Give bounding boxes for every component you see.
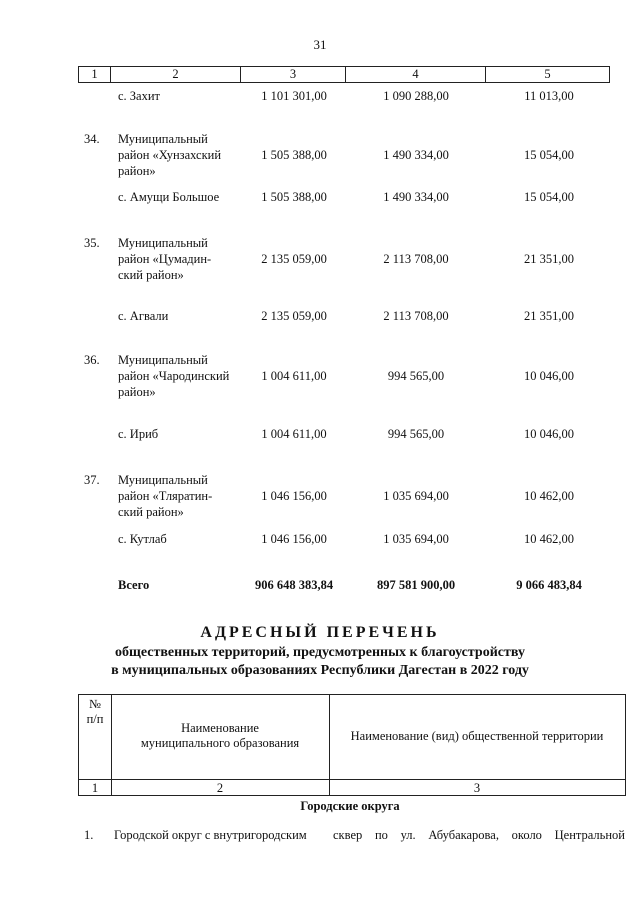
header-col-2: 2 xyxy=(111,67,241,82)
row-number: 34. xyxy=(84,132,100,146)
list-title: АДРЕСНЫЙ ПЕРЕЧЕНЬ xyxy=(200,624,440,641)
header-col-5: 5 xyxy=(544,67,551,81)
item-territory: сквер по ул. Абубакарова, около Центральной xyxy=(333,828,625,842)
section-title: Городские округа xyxy=(300,799,400,813)
total-c5: 9 066 483,84 xyxy=(516,578,582,592)
total-c3: 906 648 383,84 xyxy=(254,578,334,592)
row-name: Муниципальный район «Тляратин- ский район» xyxy=(118,473,213,519)
col3-number: 3 xyxy=(473,781,481,795)
row-c4: 1 490 334,00 xyxy=(383,190,449,204)
row-c3: 1 101 301,00 xyxy=(261,89,327,103)
row-name: с. Захит xyxy=(118,89,161,103)
row-c5: 21 351,00 xyxy=(524,252,574,266)
col3-header: Наименование (вид) общественной территории xyxy=(350,729,604,743)
item-municipality: Городской округ с внутригородским xyxy=(114,828,307,842)
total-c4: 897 581 900,00 xyxy=(376,578,456,592)
row-c3: 2 135 059,00 xyxy=(261,252,327,266)
row-name: Муниципальный район «Чародинский район» xyxy=(118,353,230,399)
row-name: с. Ириб xyxy=(118,427,159,441)
row-c3: 2 135 059,00 xyxy=(261,309,327,323)
row-c4: 1 490 334,00 xyxy=(383,148,449,162)
row-c4: 2 113 708,00 xyxy=(383,252,449,266)
row-c5: 21 351,00 xyxy=(524,309,574,323)
row-c4: 994 565,00 xyxy=(387,369,445,383)
row-c5: 10 046,00 xyxy=(524,427,574,441)
row-number: 35. xyxy=(84,236,100,250)
row-c4: 1 035 694,00 xyxy=(383,532,449,546)
row-c4: 994 565,00 xyxy=(387,427,445,441)
col2-number: 2 xyxy=(216,781,224,795)
col1-header: № п/п xyxy=(86,697,104,726)
row-c4: 1 035 694,00 xyxy=(383,489,449,503)
row-c5: 15 054,00 xyxy=(524,190,574,204)
row-number: 36. xyxy=(84,353,100,367)
row-c3: 1 004 611,00 xyxy=(261,369,327,383)
row-c3: 1 046 156,00 xyxy=(261,489,327,503)
page-number: 31 xyxy=(313,37,327,52)
row-c3: 1 046 156,00 xyxy=(261,532,327,546)
row-c3: 1 004 611,00 xyxy=(261,427,327,441)
total-label: Всего xyxy=(118,578,150,592)
row-name: с. Кутлаб xyxy=(118,532,167,546)
row-c5: 11 013,00 xyxy=(524,89,574,103)
col2-header: Наименование муниципального образования xyxy=(140,721,300,750)
col1-number: 1 xyxy=(91,781,99,795)
addresses-table xyxy=(78,694,626,796)
row-c3: 1 505 388,00 xyxy=(261,148,327,162)
list-subtitle-2: в муниципальных образованиях Республики Дагестан в 2022 году xyxy=(111,663,529,678)
header-col-3: 3 xyxy=(241,67,346,82)
row-c5: 10 462,00 xyxy=(524,532,574,546)
row-c5: 15 054,00 xyxy=(524,148,574,162)
row-c5: 10 046,00 xyxy=(524,369,574,383)
row-c4: 1 090 288,00 xyxy=(383,89,449,103)
row-c3: 1 505 388,00 xyxy=(261,190,327,204)
row-name: Муниципальный район «Хунзахский район» xyxy=(118,132,222,178)
row-c5: 10 462,00 xyxy=(524,489,574,503)
row-name: с. Агвали xyxy=(118,309,169,323)
header-col-1: 1 xyxy=(79,67,111,82)
list-subtitle-1: общественных территорий, предусмотренных к благоустройству xyxy=(115,645,525,660)
row-c4: 2 113 708,00 xyxy=(383,309,449,323)
row-number: 37. xyxy=(84,473,100,487)
row-name: Муниципальный район «Цумадин- ский район» xyxy=(118,236,212,282)
table-header xyxy=(78,66,610,83)
row-name: с. Амущи Большое xyxy=(118,190,220,204)
item-number: 1. xyxy=(84,828,94,842)
header-col-4: 4 xyxy=(346,67,486,82)
